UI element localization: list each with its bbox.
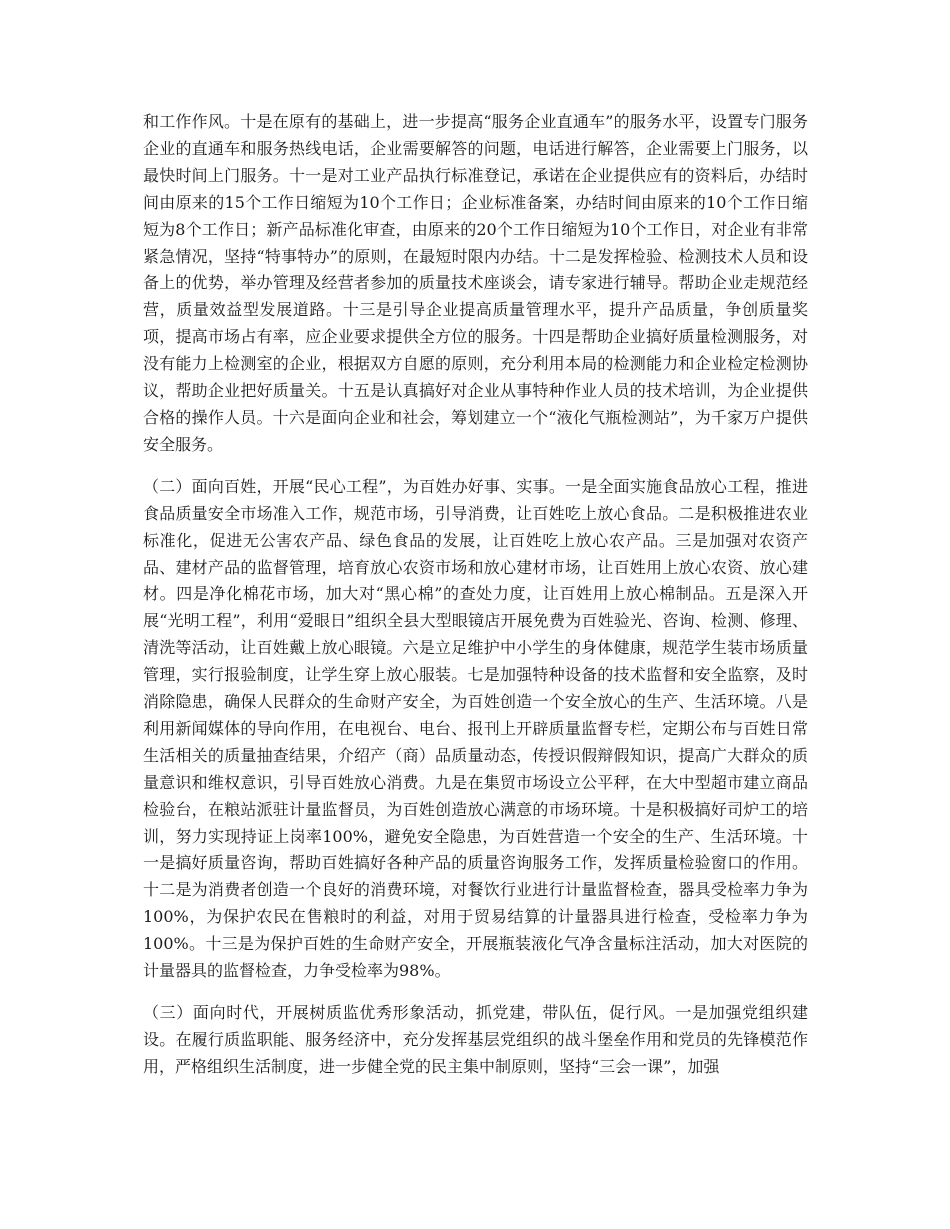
document-body (143, 109, 808, 1081)
paragraph-party-building: （三）面向时代，开展树质监优秀形象活动，抓党建，带队伍，促行风。一是加强党组织建设。在履行质监职能、服务经济中，充分发挥基层党组织的战斗堡垒作用和党员的先锋模范作用，严格组织生活制度，进一步健全党的民主集中制原则，坚持“三会一课”，加强 (143, 1003, 808, 1076)
paragraph-public-welfare: （二）面向百姓，开展“民心工程”，为百姓办好事、实事。一是全面实施食品放心工程，推进食品质量安全市场准入工作，规范市场，引导消费，让百姓吃上放心食品。二是积极推进农业标准化，促进无公害农产品、绿色食品的发展，让百姓吃上放心农产品。三是加强对农资产品、建材产品的监督管理，培育放心农资市场和放心建材市场，让百姓用上放心农资、放心建材。四是净化棉花市场，加大对“黑心棉”的查处力度，让百姓用上放心棉制品。五是深入开展“光明工程”，利用“爱眼日”组织全县大型眼镜店开展免费为百姓验光、咨询、检测、修理、清洗等活动，让百姓戴上放心眼镜。六是立足维护中小学生的身体健康，规范学生装市场质量管理，实行报验制度，让学生穿上放心服装。七是加强特种设备的技术监督和安全监察，及时消除隐患，确保人民群众的生命财产安全，为百姓创造一个安全放心的生产、生活环境。八是利用新闻媒体的导向作用，在电视台、电台、报刊上开辟质量监督专栏，定期公布与百姓日常生活相关的质量抽查结果，介绍产（商）品质量动态，传授识假辩假知识，提高广大群众的质量意识和维权意识，引导百姓放心消费。九是在集贸市场设立公平秤，在大中型超市建立商品检验台，在粮站派驻计量监督员，为百姓创造放心满意的市场环境。十是积极搞好司炉工的培训，努力实现持证上岗率100%，避免安全隐患，为百姓营造一个安全的生产、生活环境。十一是搞好质量咨询，帮助百姓搞好各种产品的质量咨询服务工作，发挥质量检验窗口的作用。十二是为消费者创造一个良好的消费环境，对餐饮行业进行计量监督检查，器具受检率力争为100%，为保护农民在售粮时的利益，对用于贸易结算的计量器具进行检查，受检率力争为100%。十三是为保护百姓的生命财产安全，开展瓶装液化气净含量标注活动，加大对医院的计量器具的监督检查，力争受检率为98%。 (143, 476, 808, 981)
paragraph-enterprise-services: 和工作作风。十是在原有的基础上，进一步提高“服务企业直通车”的服务水平，设置专门服务企业的直通车和服务热线电话，企业需要解答的问题，电话进行解答，企业需要上门服务，以最快时间上门服务。十一是对工业产品执行标准登记，承诺在企业提供应有的资料后，办结时间由原来的15个工作日缩短为10个工作日；企业标准备案，办结时间由原来的10个工作日缩短为8个工作日；新产品标准化审查，由原来的20个工作日缩短为10个工作日，对企业有非常紧急情况，坚持“特事特办”的原则，在最短时限内办结。十二是发挥检验、检测技术人员和设备上的优势，举办管理及经营者参加的质量技术座谈会，请专家进行辅导。帮助企业走规范经营，质量效益型发展道路。十三是引导企业提高质量管理水平，提升产品质量，争创质量奖项，提高市场占有率，应企业要求提供全方位的服务。十四是帮助企业搞好质量检测服务，对没有能力上检测室的企业，根据双方自愿的原则，充分利用本局的检测能力和企业检定检测协议，帮助企业把好质量关。十五是认真搞好对企业从事特种作业人员的技术培训，为企业提供合格的操作人员。十六是面向企业和社会，筹划建立一个“液化气瓶检测站”，为千家万户提供安全服务。 (143, 112, 808, 454)
